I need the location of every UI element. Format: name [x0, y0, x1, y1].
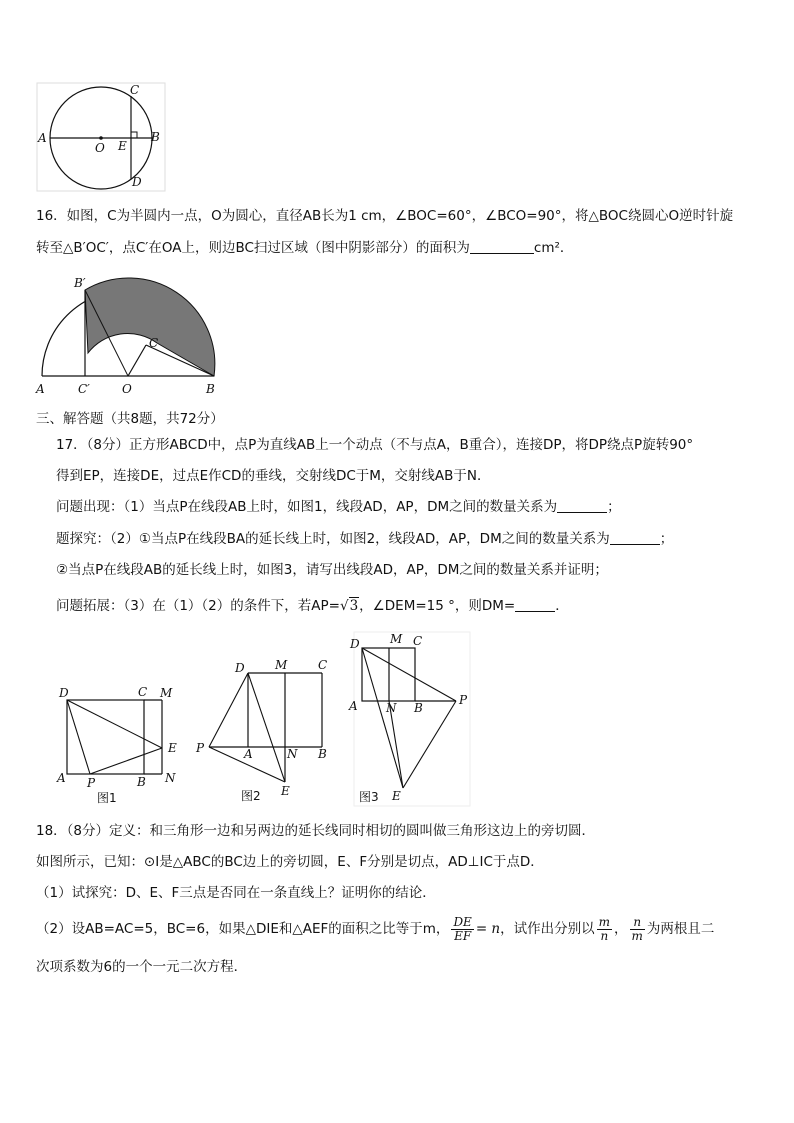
fraction-numerator: m	[598, 914, 611, 929]
label-c: C	[149, 336, 159, 350]
figure-3-caption: 图3	[359, 790, 379, 804]
q17-part3-mid: ，∠DEM=15 °，则DM=	[359, 598, 516, 614]
label-p: P	[459, 693, 468, 707]
label-a: A	[244, 747, 253, 761]
segment-oc	[128, 345, 146, 376]
segment-dp	[362, 648, 456, 701]
q17-part2-end: ；	[659, 531, 674, 547]
q18-line1: 18．（8分）定义：和三角形一边和另两边的延长线同时相切的圆叫做三角形这边上的旁切圆．	[36, 823, 596, 839]
figure-circle-chord	[36, 82, 166, 192]
q17-part3-end: ．	[555, 598, 569, 614]
figure-frame	[354, 632, 470, 806]
q18-line3: （1）试探究：D、E、F三点是否同在一条直线上？证明你的结论．	[36, 885, 436, 901]
label-c: C	[138, 685, 148, 699]
right-angle-mark	[131, 132, 137, 138]
label-d: D	[235, 661, 245, 675]
label-b: B	[206, 382, 215, 396]
equals-n: = n	[475, 921, 501, 937]
figure-semicircle-rotation	[36, 273, 226, 397]
fraction-numerator: n	[630, 916, 645, 930]
label-d: D	[59, 686, 69, 700]
q16-unit: cm²．	[533, 240, 574, 256]
q16-answer-blank[interactable]	[470, 239, 534, 254]
label-c: C	[130, 83, 140, 97]
label-b-prime: B′	[74, 276, 86, 290]
figure-2	[194, 658, 342, 802]
label-p: P	[196, 741, 205, 755]
q16-line2	[36, 239, 573, 257]
q17-part1-end: ；	[607, 499, 621, 515]
label-c-prime: C′	[78, 382, 90, 396]
label-c: C	[413, 634, 423, 648]
section-heading: 三、解答题（共8题，共72分）	[36, 411, 224, 427]
q18-line2: 如图所示，已知：⊙I是△ABC的BC边上的旁切圆，E、F分别是切点，AD⊥IC于点D．	[36, 854, 544, 870]
q17-part3-blank[interactable]	[515, 597, 555, 612]
q17-line3	[56, 498, 621, 516]
segment-pe	[90, 748, 162, 774]
q17-part2-blank[interactable]	[610, 530, 660, 545]
fraction-n-over-m	[630, 916, 645, 943]
figure-1	[52, 680, 192, 808]
label-e: E	[168, 741, 177, 755]
label-b: B	[414, 701, 423, 715]
q17-part3-text: 问题拓展：（3）在（1）（2）的条件下，若AP=	[56, 598, 340, 614]
sqrt-3: √3	[339, 598, 359, 614]
segment-de	[362, 648, 403, 788]
label-e: E	[118, 139, 127, 153]
label-e: E	[392, 789, 401, 803]
q16-line2-text: 转至△B′OC′，点C′在OA上，则边BC扫过区域（图中阴影部分）的面积为	[36, 240, 470, 256]
q18-part2-mid: ，试作出分别以	[500, 921, 595, 937]
label-a: A	[57, 771, 66, 785]
label-n: N	[287, 747, 298, 761]
label-m: M	[275, 658, 288, 672]
center-dot	[99, 136, 103, 140]
segment-dp	[209, 673, 248, 747]
fraction-denominator: m	[631, 928, 643, 943]
q17-line6	[56, 597, 569, 615]
label-m: M	[390, 632, 403, 646]
label-a: A	[36, 382, 45, 396]
segment-pe	[403, 701, 456, 788]
figure-1-caption: 图1	[97, 791, 117, 805]
comma: ，	[614, 921, 628, 937]
label-o: O	[122, 382, 132, 396]
fraction-denominator: n	[600, 928, 609, 943]
q17-part2-text: 题探究：（2）①当点P在线段BA的延长线上时，如图2，线段AD，AP，DM之间的数量关系为	[56, 531, 610, 547]
label-m: M	[160, 686, 173, 700]
label-a: A	[349, 699, 358, 713]
label-e: E	[281, 784, 290, 798]
label-b: B	[151, 130, 160, 144]
q17-part1-text: 问题出现：（1）当点P在线段AB上时，如图1，线段AD，AP，DM之间的数量关系为	[56, 499, 558, 515]
label-b: B	[137, 775, 146, 789]
label-o: O	[95, 141, 105, 155]
label-n: N	[165, 771, 176, 785]
shaded-region	[85, 278, 215, 376]
fraction-denominator: EF	[454, 928, 472, 943]
fraction-numerator: DE	[453, 914, 472, 929]
label-d: D	[350, 637, 360, 651]
q18-line5: 次项系数为6的一个一元二次方程．	[36, 959, 248, 975]
label-p: P	[87, 776, 96, 790]
figure-2-caption: 图2	[241, 789, 261, 803]
label-c: C	[318, 658, 328, 672]
label-n: N	[386, 701, 397, 715]
segment-de	[248, 673, 285, 782]
q16-line1: 16．如图，C为半圆内一点，O为圆心，直径AB长为1 cm，∠BOC=60°，∠BCO=90°，将△BOC绕圆心O逆时针旋	[36, 208, 734, 224]
label-d: D	[132, 175, 142, 189]
q17-line1: 17．（8分）正方形ABCD中，点P为直线AB上一个动点（不与点A，B重合），连接DP，将DP绕点P旋转90°	[56, 437, 694, 453]
label-b: B	[318, 747, 327, 761]
q17-part1-blank[interactable]	[557, 498, 607, 513]
sqrt-radicand: 3	[349, 598, 359, 614]
fraction-m-over-n	[597, 916, 612, 943]
q18-line4	[36, 910, 714, 948]
q17-line4	[56, 530, 673, 548]
q17-line2: 得到EP，连接DE，过点E作CD的垂线，交射线DC于M，交射线AB于N．	[56, 468, 491, 484]
segment-dp	[67, 700, 90, 774]
label-a: A	[38, 131, 47, 145]
q17-line5: ②当点P在线段AB的延长线上时，如图3，请写出线段AD，AP，DM之间的数量关系并证明；	[56, 562, 608, 578]
figure-3	[344, 630, 472, 808]
q18-part2-text: （2）设AB=AC=5，BC=6，如果△DIE和△AEF的面积之比等于m，	[36, 921, 450, 937]
q18-part2-end: 为两根且二	[646, 921, 715, 937]
segment-de	[67, 700, 162, 748]
fraction-de-over-ef	[451, 916, 473, 943]
